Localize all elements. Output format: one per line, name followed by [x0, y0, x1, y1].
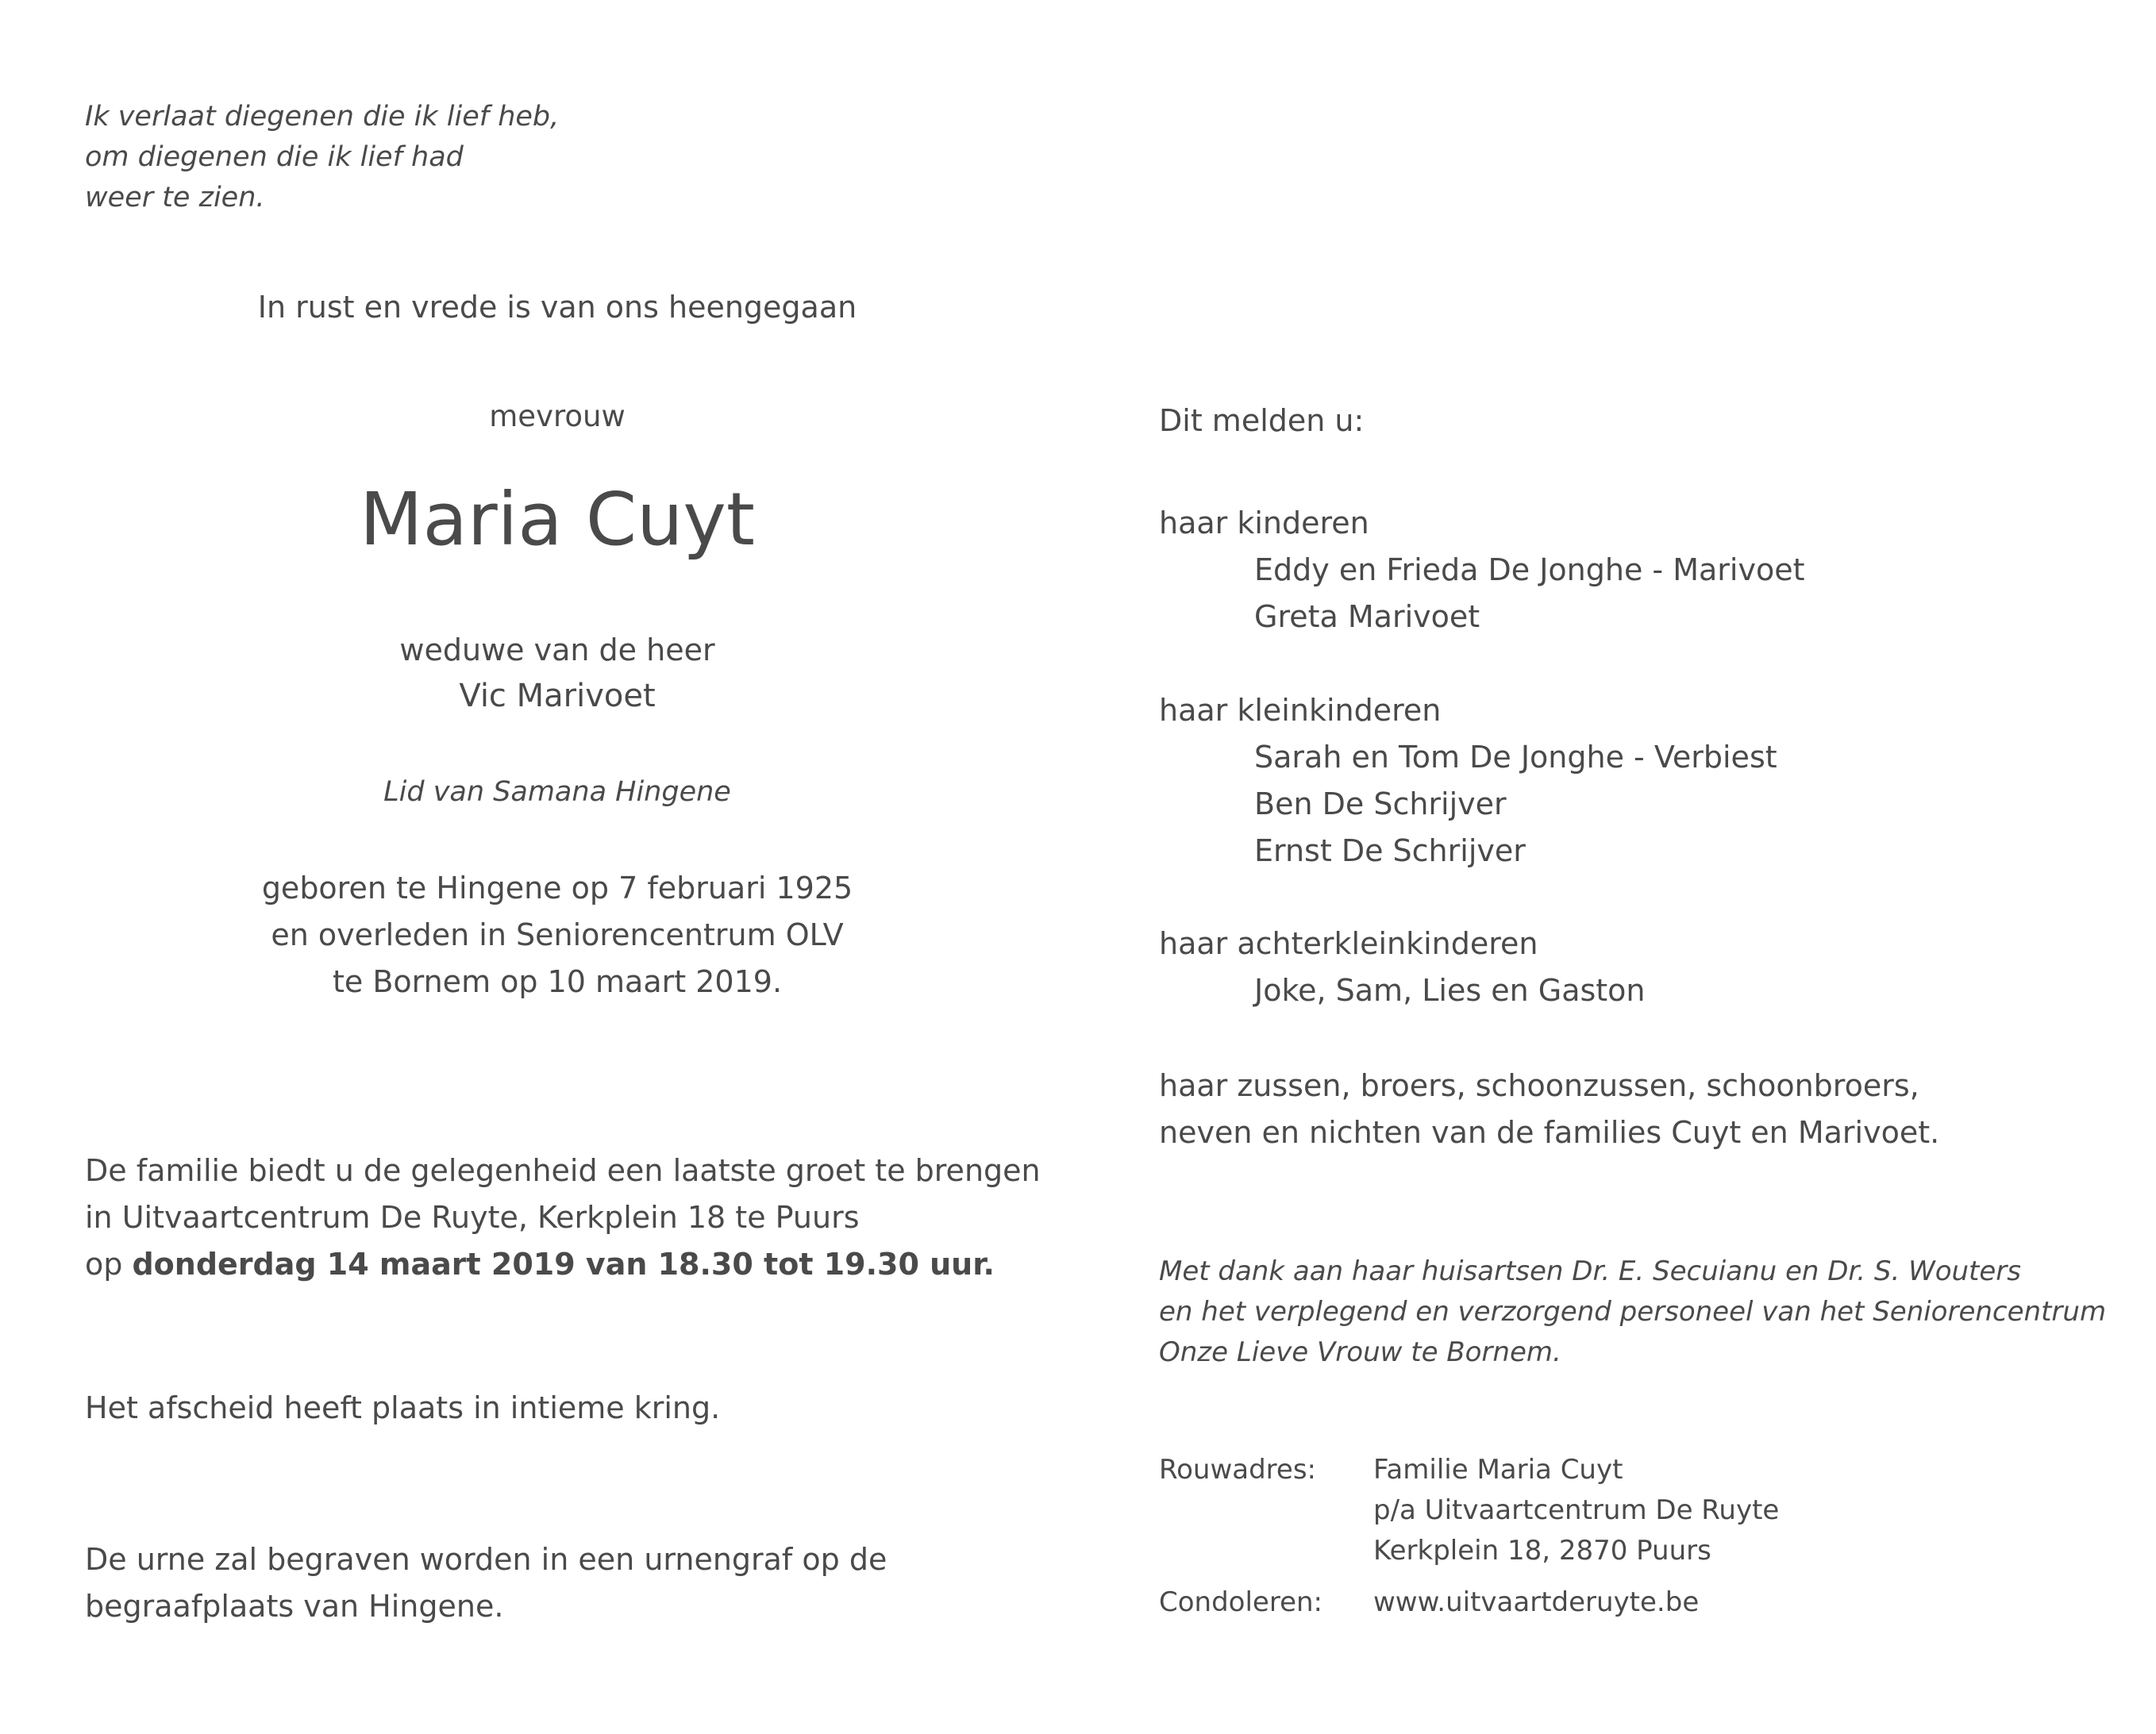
condolence-website: www.uitvaartderuyte.be [1373, 1586, 1700, 1618]
family-member: Ernst De Schrijver [1254, 833, 1526, 868]
honorific: mevrouw [489, 399, 626, 433]
thanks-line: en het verplegend en verzorgend personeel van het Seniorencentrum [1159, 1296, 2107, 1328]
family-member: Sarah en Tom De Jonghe - Verbiest [1254, 740, 1777, 775]
children-group [1159, 500, 1804, 640]
relatives-line: haar zussen, broers, schoonzussen, schoonbroers, [1159, 1068, 1919, 1103]
relatives-line: neven en nichten van de families Cuyt en Marivoet. [1159, 1115, 1940, 1150]
condolence-label: Condoleren: [1159, 1586, 1322, 1618]
visitation-line: in Uitvaartcentrum De Ruyte, Kerkplein 18 te Puurs [85, 1200, 860, 1235]
urn-block [85, 1536, 887, 1630]
urn-line: begraafplaats van Hingene. [85, 1589, 504, 1624]
birth-death-line: te Bornem op 10 maart 2019. [332, 964, 783, 999]
quote-line: Ik verlaat diegenen die ik lief heb, [85, 101, 560, 133]
group-heading: haar achterkleinkinderen [1159, 926, 1538, 961]
visitation-block [85, 1148, 1041, 1288]
deceased-name: Maria Cuyt [360, 477, 755, 562]
address-line: Familie Maria Cuyt [1373, 1454, 1623, 1486]
relatives-block [1159, 1063, 1939, 1156]
visitation-line [85, 1241, 1041, 1288]
membership-text: Lid van Samana Hingene [383, 776, 731, 808]
mourning-address-label: Rouwadres: [1159, 1454, 1316, 1486]
visitation-line: De familie biedt u de gelegenheid een laatste groet te brengen [85, 1153, 1041, 1188]
family-member: Greta Marivoet [1254, 599, 1480, 634]
address-line: Kerkplein 18, 2870 Puurs [1373, 1535, 1711, 1567]
widow-of-text: weduwe van de heer [399, 632, 715, 667]
farewell-text: Het afscheid heeft plaats in intieme kring. [85, 1390, 721, 1425]
group-heading: haar kinderen [1159, 506, 1369, 540]
address-line: p/a Uitvaartcentrum De Ruyte [1373, 1494, 1780, 1526]
grandchildren-group [1159, 687, 1777, 875]
birth-death-line: en overleden in Seniorencentrum OLV [271, 917, 844, 952]
visitation-datetime: donderdag 14 maart 2019 van 18.30 tot 19.30 uur. [132, 1247, 995, 1282]
opening-quote [85, 97, 559, 218]
birth-death-block [85, 865, 1030, 1005]
family-member: Joke, Sam, Lies en Gaston [1254, 973, 1646, 1008]
family-member: Ben De Schrijver [1254, 786, 1507, 821]
group-heading: haar kleinkinderen [1159, 693, 1442, 728]
quote-line: weer te zien. [85, 182, 265, 213]
thanks-line: Onze Lieve Vrouw te Bornem. [1159, 1336, 1561, 1368]
visitation-prefix: op [85, 1247, 133, 1282]
quote-line: om diegenen die ik lief had [85, 141, 464, 173]
birth-death-line: geboren te Hingene op 7 februari 1925 [261, 871, 853, 905]
thanks-line: Met dank aan haar huisartsen Dr. E. Secuianu en Dr. S. Wouters [1159, 1255, 2021, 1287]
mourning-address-lines [1373, 1450, 1779, 1571]
thanks-block [1159, 1251, 2106, 1373]
intro-text: In rust en vrede is van ons heengegaan [257, 290, 857, 325]
family-member: Eddy en Frieda De Jonghe - Marivoet [1254, 552, 1805, 587]
widow-of-block [85, 627, 1030, 719]
announce-text: Dit melden u: [1159, 403, 1365, 438]
great-grandchildren-group [1159, 921, 1646, 1014]
spouse-name: Vic Marivoet [459, 678, 656, 714]
urn-line: De urne zal begraven worden in een urnengraf op de [85, 1542, 887, 1577]
